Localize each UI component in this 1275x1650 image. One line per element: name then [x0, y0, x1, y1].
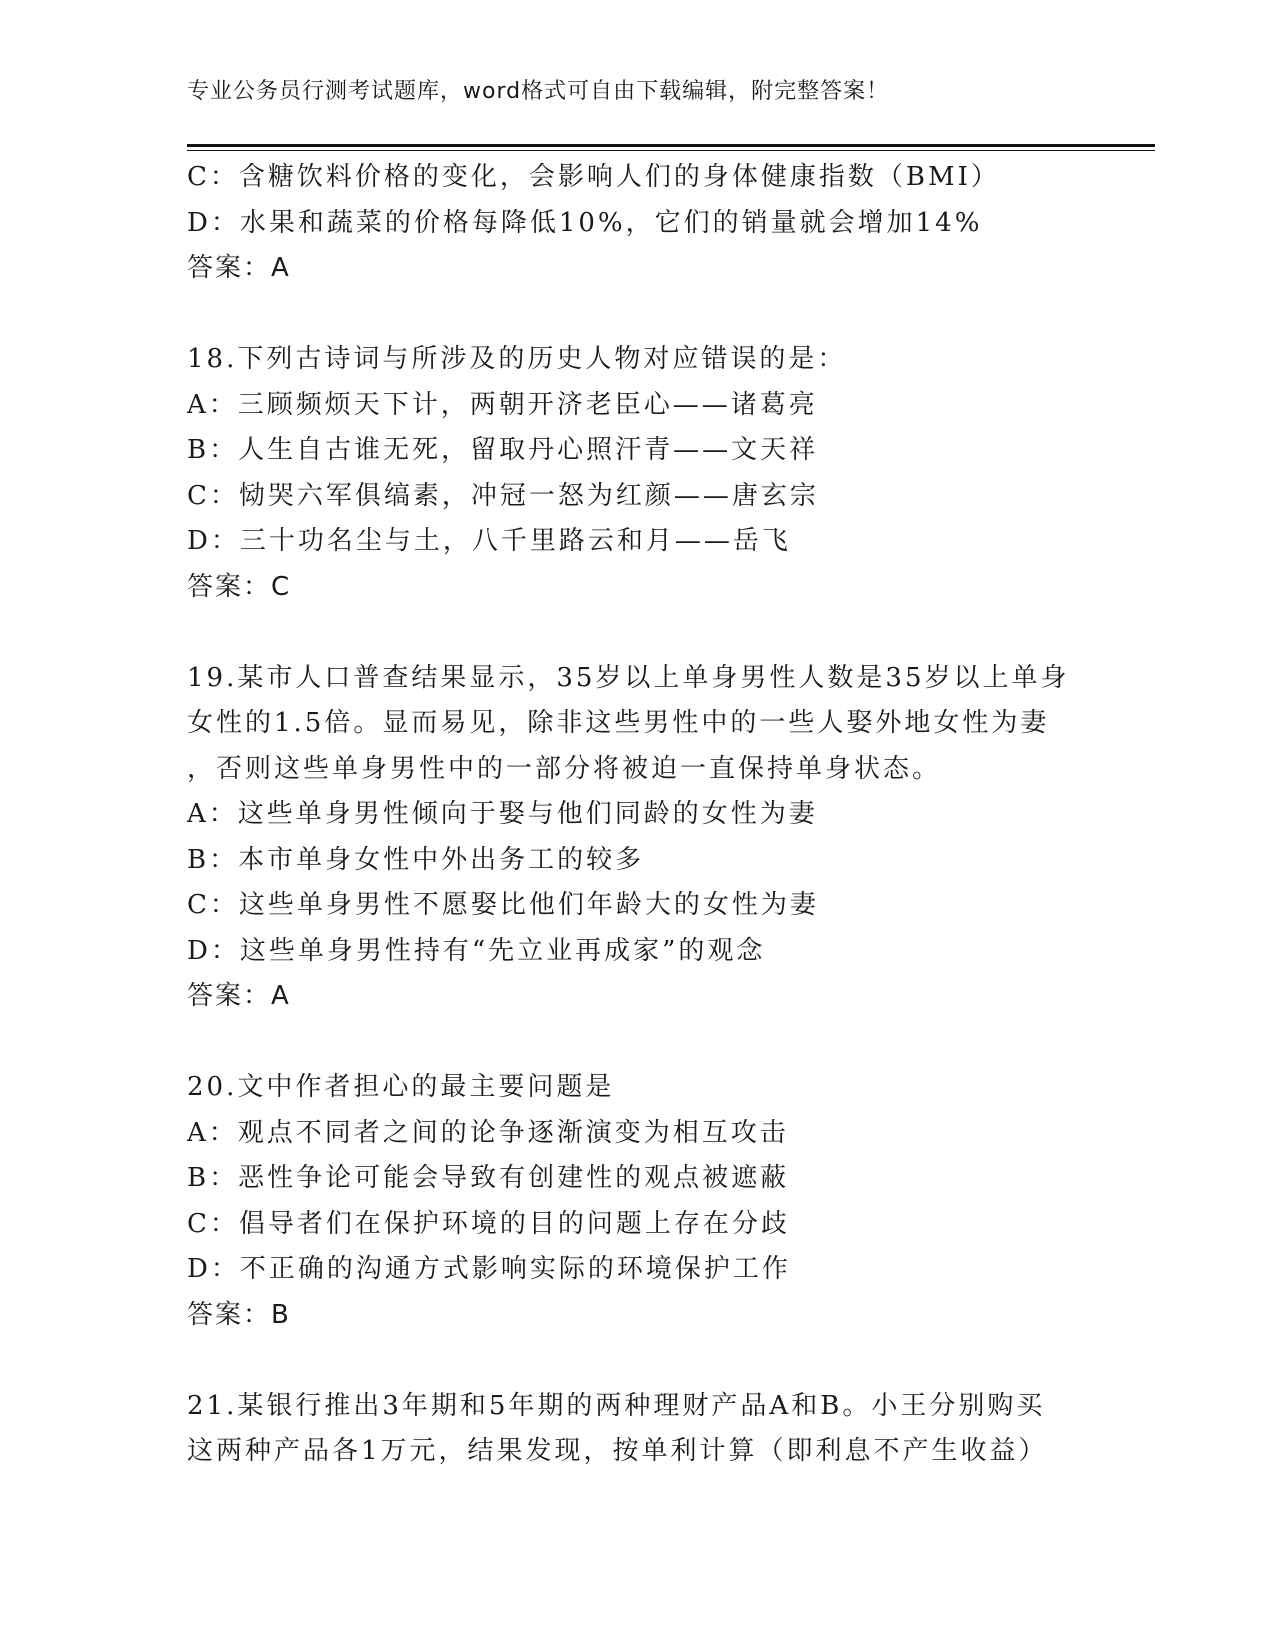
question-stem: 21.某银行推出3年期和5年期的两种理财产品A和B。小王分别购买 [187, 1390, 1046, 1421]
question-21 [187, 1384, 1087, 1475]
spacer [187, 1020, 1087, 1066]
question-stem: ，否则这些单身男性中的一部分将被迫一直保持单身状态。 [187, 753, 942, 784]
option-d: D：这些单身男性持有“先立业再成家”的观念 [187, 935, 766, 966]
answer-line: 答案：C [187, 571, 292, 602]
option-d: D：水果和蔬菜的价格每降低10%，它们的销量就会增加14% [187, 207, 983, 238]
header-rule-thick [187, 144, 1155, 147]
option-b: B：恶性争论可能会导致有创建性的观点被遮蔽 [187, 1163, 790, 1193]
spacer [187, 292, 1087, 338]
question-stem: 这两种产品各1万元，结果发现，按单利计算（即利息不产生收益） [187, 1436, 1048, 1466]
option-a: A：观点不同者之间的论争逐渐演变为相互攻击 [187, 1117, 789, 1148]
answer-line: 答案：B [187, 1299, 291, 1330]
question-20 [187, 1065, 1087, 1338]
answer-line: 答案：A [187, 253, 291, 283]
option-c: C：恸哭六军俱缟素，冲冠一怒为红颜——唐玄宗 [187, 480, 819, 511]
option-c: C：这些单身男性不愿娶比他们年龄大的女性为妻 [187, 890, 819, 920]
question-stem: 女性的1.5倍。显而易见，除非这些男性中的一些人娶外地女性为妻 [187, 708, 1050, 738]
prev-question-block [187, 155, 1087, 292]
page-header: 专业公务员行测考试题库，word格式可自由下载编辑，附完整答案！ [187, 79, 890, 104]
spacer [187, 1338, 1087, 1384]
option-b: B：人生自古谁无死，留取丹心照汗青——文天祥 [187, 435, 819, 465]
question-stem: 20.文中作者担心的最主要问题是 [187, 1072, 615, 1102]
option-d: D：三十功名尘与土，八千里路云和月——岳飞 [187, 526, 791, 556]
question-19 [187, 656, 1087, 1020]
question-content [187, 155, 1087, 1475]
spacer [187, 610, 1087, 656]
option-a: A：这些单身男性倾向于娶与他们同龄的女性为妻 [187, 799, 818, 829]
answer-line: 答案：A [187, 981, 291, 1011]
option-c: C：含糖饮料价格的变化，会影响人们的身体健康指数（BMI） [187, 162, 1000, 192]
option-a: A：三顾频烦天下计，两朝开济老臣心——诸葛亮 [187, 389, 818, 420]
question-stem: 18.下列古诗词与所涉及的历史人物对应错误的是： [187, 344, 847, 374]
option-c: C：倡导者们在保护环境的目的问题上存在分歧 [187, 1208, 790, 1239]
option-d: D：不正确的沟通方式影响实际的环境保护工作 [187, 1254, 791, 1284]
option-b: B：本市单身女性中外出务工的较多 [187, 844, 645, 875]
question-stem: 19.某市人口普查结果显示，35岁以上单身男性人数是35岁以上单身 [187, 662, 1070, 693]
header-rule-thin [187, 150, 1155, 151]
question-18 [187, 337, 1087, 610]
